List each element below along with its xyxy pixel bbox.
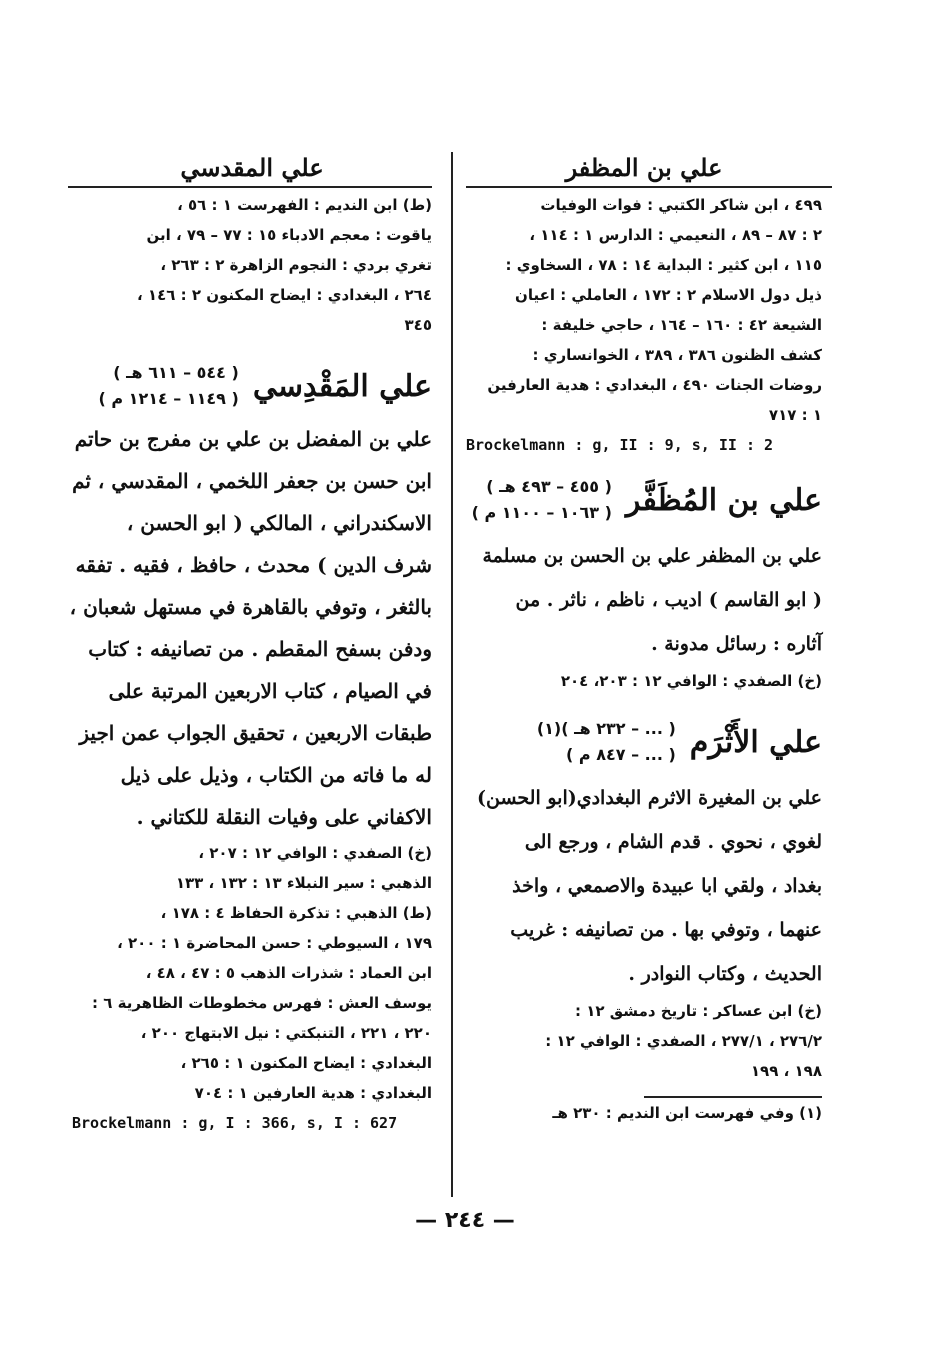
right-column: [466, 150, 822, 1128]
reference-line: البغدادي : ايضاح المكنون ١ : ٢٦٥ ،: [180, 1054, 432, 1072]
entry-dates: [472, 474, 612, 526]
reference-line: ١٧٩ ، السيوطي : حسن المحاضرة ١ : ٢٠٠ ،: [117, 934, 432, 952]
entry-biography: [466, 534, 822, 666]
entry-heading: [72, 360, 432, 412]
entry-references: [72, 838, 432, 1108]
entry-name: علي بن المُظَفَّر: [625, 482, 822, 518]
right-column-header: علي بن المظفر: [565, 153, 723, 182]
left-column: [69, 150, 432, 1132]
reference-line: كشف الظنون ٣٨٦ ، ٣٨٩ ، الخوانساري :: [532, 346, 822, 364]
bio-line: الاكفاني على وفيات النقلة للكتاني .: [136, 805, 432, 829]
date-ad: ( ١١٤٩ – ١٢١٤ م ): [98, 389, 239, 408]
reference-line: ٢٢٠ ، ٢٢١ ، التنبكتي : نيل الابتهاج ٢٠٠ ،: [140, 1024, 432, 1042]
header-rule: [68, 186, 432, 188]
entry-dates: [537, 716, 676, 768]
reference-line: (ط) الذهبي : تذكرة الحفاظ ٤ : ١٧٨ ،: [160, 904, 432, 922]
date-hijri: ( ٤٥٥ – ٤٩٣ هـ ): [486, 477, 612, 496]
bio-line: ( ابو القاسم ) اديب ، ناظم ، ناثر . من: [515, 589, 822, 611]
bio-line: علي بن المغيرة الاثرم البغدادي(ابو الحسن): [477, 787, 822, 809]
bio-line: عنهما ، وتوفي بها . من تصانيفه : غريب: [510, 919, 822, 941]
reference-line: يوسف العش : فهرس مخطوطات الظاهرية ٦ :: [92, 994, 432, 1012]
date-ad: ( ... – ٨٤٧ م ): [566, 745, 676, 764]
entry-heading: [466, 474, 822, 526]
reference-line: ٢٦٤ ، البغدادي : ايضاح المكنون ٢ : ١٤٦ ،: [137, 286, 432, 304]
bio-line: بغداد ، ولقي ابا عبيدة والاصمعي ، واخذ: [512, 875, 822, 897]
reference-line: ذيل دول الاسلام ٢ : ١٧٢ ، العاملي : اعيان: [515, 286, 822, 304]
entry-name: علي المَقْدِسي: [252, 368, 432, 404]
bio-line: طبقات الاربعين ، تحقيق الجواب عمن اجيز: [79, 721, 432, 745]
bio-line: علي بن المظفر علي بن الحسن بن مسلمة: [482, 545, 822, 567]
left-top-references: [72, 190, 432, 340]
entry-biography: [466, 776, 822, 996]
reference-line: ابن العماد : شذرات الذهب ٥ : ٤٧ ، ٤٨ ،: [145, 964, 432, 982]
reference-line: الشيعة ٤٢ : ١٦٠ – ١٦٤ ، حاجي خليفة :: [541, 316, 822, 334]
brockelmann-reference: Brockelmann : g, II : 9, s, II : 2: [466, 436, 774, 454]
entry-dates: [98, 360, 238, 412]
date-ad: ( ١٠٦٣ – ١١٠٠ م ): [471, 503, 612, 522]
reference-line: ياقوت : معجم الادباء ١٥ : ٧٧ – ٧٩ ، ابن: [146, 226, 432, 244]
reference-line: البغدادي : هدية العارفين ١ : ٧٠٤: [194, 1084, 432, 1102]
right-top-references: [466, 190, 822, 430]
reference-line: ١ : ٧١٧: [768, 406, 822, 424]
entry-biography: [69, 418, 432, 838]
date-hijri: ( ٥٤٤ – ٦١١ هـ ): [113, 363, 239, 382]
bio-line: الحديث ، وكتاب النوادر .: [628, 963, 822, 985]
entry-heading: [466, 716, 822, 768]
bio-line: علي بن المفضل بن علي بن مفرج بن حاتم: [74, 427, 432, 451]
bio-line: آثاره : رسائل مدونة .: [651, 633, 822, 655]
bio-line: الاسكندراني ، المالكي ( ابو الحسن ،: [126, 511, 432, 535]
reference-line: ٣٤٥: [404, 316, 432, 334]
bio-line: لغوي ، نحوي . قدم الشام ، ورجع الى: [524, 831, 822, 853]
page-number: — ٢٤٤ —: [415, 1208, 515, 1233]
left-column-header: علي المقدسي: [180, 153, 324, 182]
reference-line: (خ) الصفدي : الوافي ١٢ : ٢٠٧ ،: [198, 844, 432, 862]
brockelmann-reference: Brockelmann : g, I : 366, s, I : 627: [72, 1114, 398, 1132]
reference-line: (ط) ابن النديم : الفهرست ١ : ٥٦ ،: [177, 196, 432, 214]
reference-line: (خ) الصفدي : الوافي ١٢ : ٢٠٣، ٢٠٤: [560, 672, 822, 690]
bio-line: له ما فاته من الكتاب ، وذيل على ذيل: [120, 763, 432, 787]
bio-line: شرف الدين ) محدث ، حافظ ، فقيه . تفقه: [75, 553, 432, 577]
date-hijri: ( ... – ٢٣٢ هـ )(١): [536, 719, 676, 738]
reference-line: ١١٥ ، ابن كثير : البداية ١٤ : ٧٨ ، السخاوي :: [505, 256, 822, 274]
bio-line: ابن حسن بن جعفر اللخمي ، المقدسي ، ثم: [72, 469, 432, 493]
bio-line: ودفن بسفح المقطم . من تصانيفه : كتاب: [88, 637, 432, 661]
reference-line: ١٩٨ ، ١٩٩: [750, 1062, 822, 1080]
reference-line: روضات الجنات ٤٩٠ ، البغدادي : هدية العارفين: [487, 376, 822, 394]
reference-line: ٤٩٩ ، ابن شاكر الكتبي : فوات الوفيات: [540, 196, 822, 214]
entry-references: [466, 996, 822, 1086]
reference-line: ٢٧٦/٢ ، ٢٧٧/١ ، الصفدي : الوافي ١٢ :: [545, 1032, 822, 1050]
bio-line: بالثغر ، وتوفي بالقاهرة في مستهل شعبان ،: [69, 595, 432, 619]
header-rule: [466, 186, 832, 188]
reference-line: (خ) ابن عساكر : تاريخ دمشق ١٢ :: [575, 1002, 822, 1020]
entry-name: علي الأَثْرَم: [689, 724, 822, 760]
entry-references: [466, 666, 822, 696]
column-divider: [451, 152, 453, 1197]
reference-line: تغري بردي : النجوم الزاهرة ٢ : ٢٦٣ ،: [160, 256, 432, 274]
bio-line: في الصيام ، كتاب الاربعين المرتبة على: [108, 679, 432, 703]
footnote: (١) وفي فهرست ابن النديم : ٢٣٠ هـ: [552, 1104, 822, 1122]
reference-line: ٢ : ٨٧ – ٨٩ ، النعيمي : الدارس ١ : ١١٤ ،: [529, 226, 822, 244]
reference-line: الذهبي : سير النبلاء ١٣ : ١٣٢ ، ١٣٣: [175, 874, 432, 892]
